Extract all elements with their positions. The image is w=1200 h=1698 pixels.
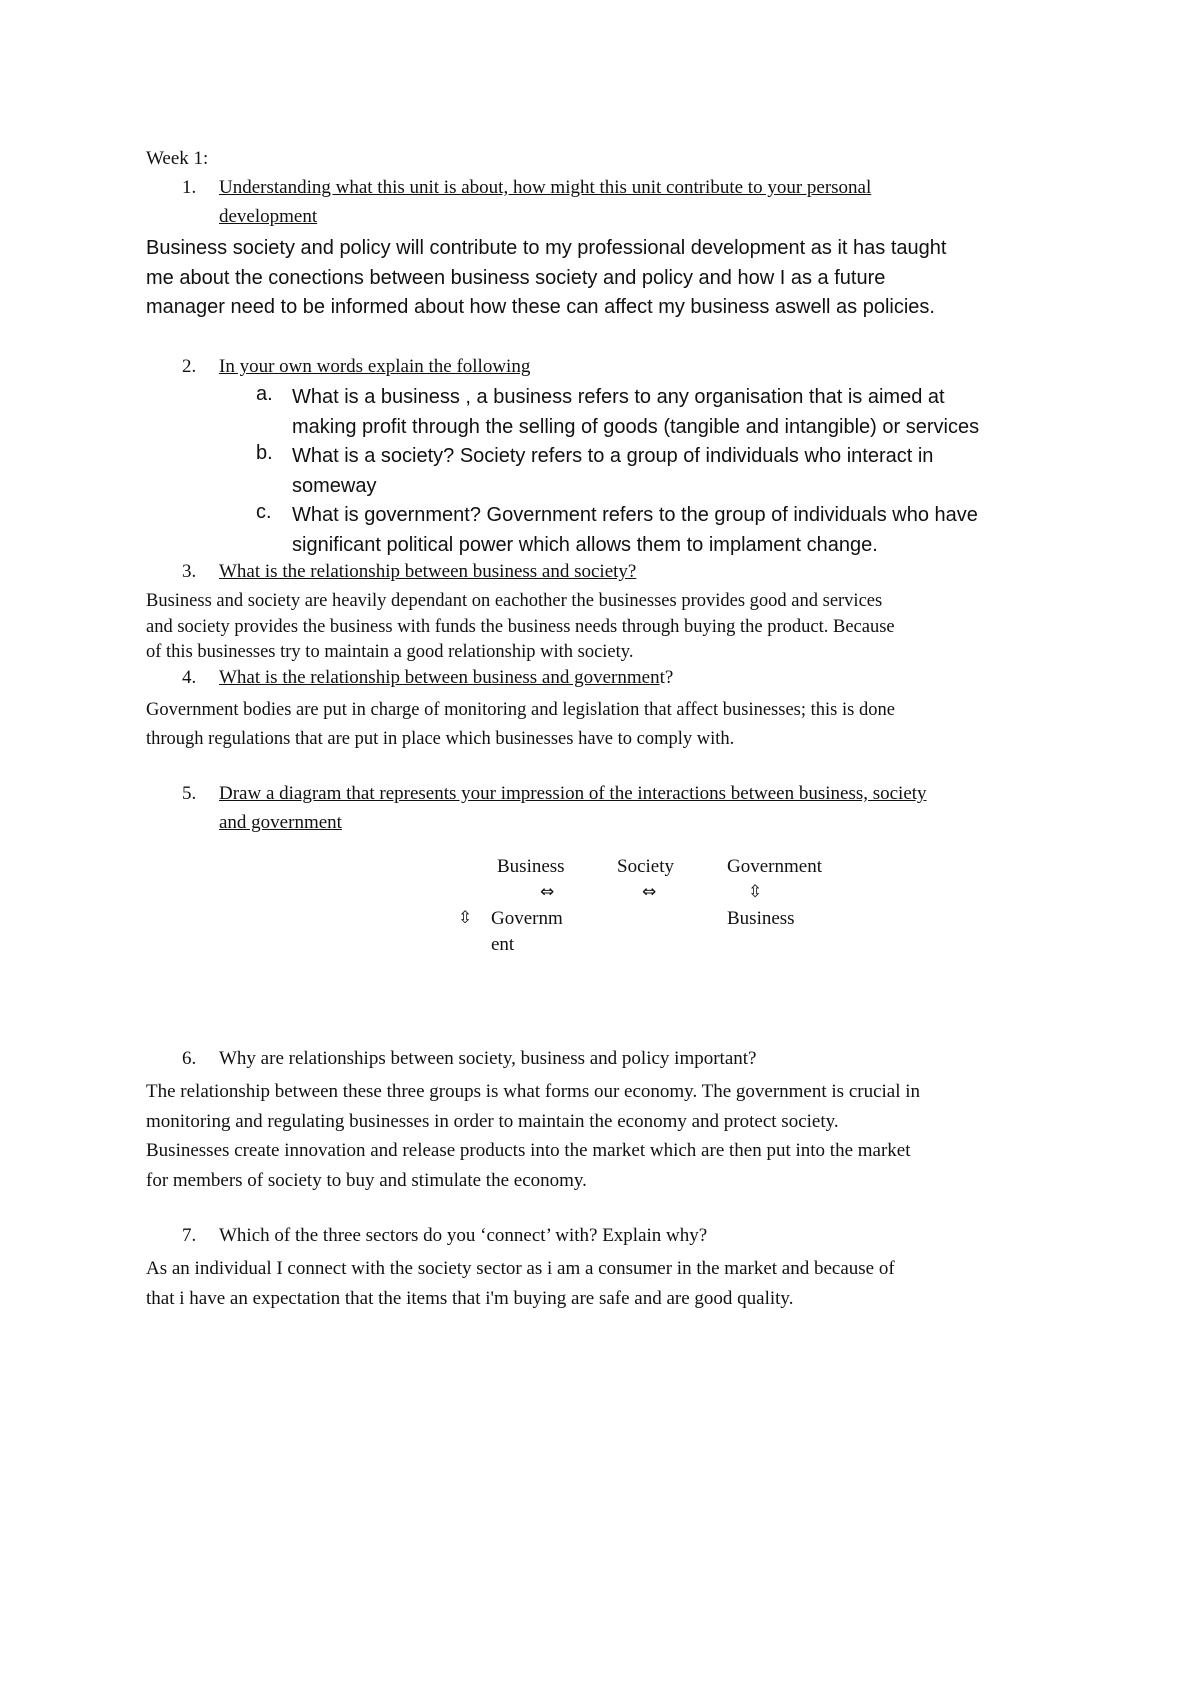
q1-answer-line: manager need to be informed about how these can affect my business aswell as policies. — [146, 296, 935, 318]
q3-prompt: What is the relationship between business and society? — [219, 561, 637, 582]
left-right-arrow-icon: ⇔ — [540, 882, 555, 902]
week-heading: Week 1: — [146, 148, 209, 169]
q2-prompt: In your own words explain the following — [219, 356, 531, 377]
q6-answer-line: monitoring and regulating businesses in order to maintain the economy and protect society. — [146, 1110, 839, 1132]
q2c-line: What is government? Government refers to the group of individuals who have — [292, 504, 978, 526]
q2b-marker: b. — [256, 442, 273, 464]
q3-answer-line: of this businesses try to maintain a good relationship with society. — [146, 642, 634, 662]
diagram-government-part2: ent — [491, 934, 515, 955]
q2a-marker: a. — [256, 383, 273, 405]
q6-answer — [146, 1077, 920, 1195]
up-down-arrow-icon: ⇳ — [458, 908, 473, 928]
diagram-business-label: Business — [497, 856, 565, 877]
q4-prompt-underlined: What is the relationship between business and governmen — [219, 667, 660, 688]
q2b-line: someway — [292, 474, 377, 497]
q1-answer-line: Business society and policy will contribute to my professional development as it has taught — [146, 237, 947, 259]
q1-prompt-line1: Understanding what this unit is about, how might this unit contribute to your personal — [219, 177, 872, 198]
q3-answer-line: Business and society are heavily dependant on eachother the businesses provides good and services — [146, 591, 883, 611]
q6-number: 6. — [182, 1048, 197, 1069]
q7-prompt: Which of the three sectors do you ‘connect’ with? Explain why? — [219, 1225, 708, 1246]
q2a-line: What is a business , a business refers to any organisation that is aimed at — [292, 386, 945, 408]
q3-answer-line: and society provides the business with funds the business needs through buying the product. Because — [146, 616, 895, 637]
q2a-answer — [292, 383, 979, 442]
q6-prompt: Why are relationships between society, business and policy important? — [219, 1048, 757, 1069]
q2c-line: significant political power which allows them to implament change. — [292, 533, 878, 556]
q3-answer — [146, 589, 895, 666]
q6-answer-line: for members of society to buy and stimulate the economy. — [146, 1169, 587, 1191]
q4-prompt-tail: t? — [659, 667, 674, 688]
diagram-society-label: Society — [617, 856, 674, 877]
q2-number: 2. — [182, 356, 197, 377]
left-right-arrow-icon: ⇔ — [642, 882, 657, 902]
q2c-marker: c. — [256, 501, 272, 523]
diagram-government-label: Government — [727, 856, 822, 877]
q1-prompt-line2: development — [219, 206, 318, 227]
q6-answer-line: The relationship between these three groups is what forms our economy. The government is crucial in — [146, 1081, 921, 1102]
q4-answer-line: through regulations that are put in place which businesses have to comply with. — [146, 729, 735, 749]
q2b-line: What is a society? Society refers to a group of individuals who interact in — [292, 445, 934, 467]
q3-number: 3. — [182, 561, 197, 582]
q1-number: 1. — [182, 177, 197, 198]
q5-prompt-line1: Draw a diagram that represents your impression of the interactions between business, society — [219, 783, 927, 804]
q4-number: 4. — [182, 667, 197, 688]
q4-answer-line: Government bodies are put in charge of monitoring and legislation that affect businesses; this is done — [146, 700, 895, 720]
q5-prompt-line2: and government — [219, 812, 342, 833]
up-down-arrow-icon: ⇳ — [748, 882, 763, 902]
q2b-answer — [292, 442, 933, 501]
diagram-government-part1: Governm — [491, 908, 563, 929]
q1-answer-line: me about the conections between business society and policy and how I as a future — [146, 266, 886, 289]
q5-number: 5. — [182, 783, 197, 804]
q7-answer-line: As an individual I connect with the society sector as i am a consumer in the market and because of — [146, 1258, 895, 1279]
q2a-line: making profit through the selling of goods (tangible and intangible) or services — [292, 415, 980, 438]
q6-answer-line: Businesses create innovation and release products into the market which are then put into the market — [146, 1140, 911, 1161]
q1-answer — [146, 234, 946, 323]
q2c-answer — [292, 501, 978, 560]
q7-answer-line: that i have an expectation that the items that i'm buying are safe and are good quality. — [146, 1287, 794, 1309]
q7-number: 7. — [182, 1225, 197, 1246]
diagram-business-bottom-label: Business — [727, 908, 795, 929]
q4-prompt — [219, 667, 673, 689]
q4-answer — [146, 696, 895, 754]
q7-answer — [146, 1254, 895, 1313]
